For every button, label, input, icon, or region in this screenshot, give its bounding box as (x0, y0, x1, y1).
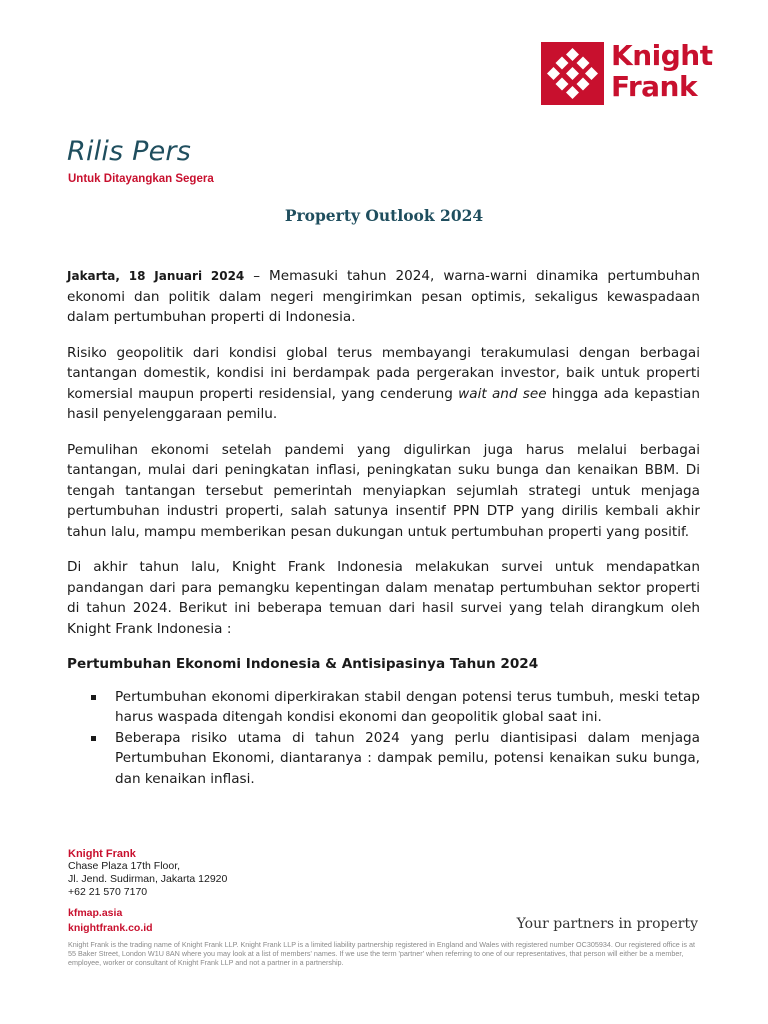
footer-address-line1: Chase Plaza 17th Floor, (68, 860, 181, 872)
square-bullet-icon (91, 736, 96, 741)
footer-links (68, 906, 153, 936)
list-item-text: Pertumbuhan ekonomi diperkirakan stabil dengan potensi terus tumbuh, meski tetap harus waspada ditengah kondisi ekonomi dan geopolitik global saat ini. (115, 688, 700, 725)
bullet-list (67, 687, 700, 790)
paragraph-geopolitics (67, 343, 700, 425)
footer-address-line2: Jl. Jend. Sudirman, Jakarta 12920 (68, 872, 228, 885)
dateline-separator: – (244, 268, 269, 284)
document-title: Property Outlook 2024 (284, 206, 484, 225)
footer-address (68, 860, 227, 898)
footer-phone: +62 21 570 7170 (68, 885, 148, 898)
press-release-label: Rilis Pers (67, 136, 191, 167)
dateline: Jakarta, 18 Januari 2024 (67, 269, 245, 283)
logo-wordmark-line1: Knight (611, 39, 713, 72)
release-subtitle: Untuk Ditayangkan Segera (68, 173, 214, 185)
footer-company-name: Knight Frank (68, 848, 136, 860)
paragraph-intro (67, 266, 700, 328)
paragraph-recovery: Pemulihan ekonomi setelah pandemi yang digulirkan juga harus melalui berbagai tantangan, mulai dari peningkatan inflasi, peningkatan suku bunga dan kenaikan BBM. Di tengah tantangan tersebut pemerintah menyiapkan sejumlah strategi untuk menjaga pertumbuhan industri properti, salah satunya insentif PPN DTP yang dirilis kembali akhir tahun lalu, mampu memberikan pesan dukungan untuk pertumbuhan properti yang positif. (67, 441, 700, 540)
list-item (67, 728, 700, 790)
footer-link-kfmap[interactable]: kfmap.asia (68, 907, 123, 919)
paragraph-geopolitics-emphasis: wait and see (458, 385, 547, 402)
logo-wordmark-line2: Frank (611, 70, 698, 103)
paragraph-intro-text: Memasuki tahun 2024, warna-warni dinamika pertumbuhan ekonomi dan politik dalam negeri mengirimkan pesan optimis, sekaligus kewaspadaan dalam pertumbuhan properti di Indonesia. (67, 268, 700, 325)
list-item-text: Beberapa risiko utama di tahun 2024 yang perlu diantisipasi dalam menjaga Pertumbuhan Ekonomi, diantaranya : dampak pemilu, potensi kenaikan suku bunga, dan kenaikan inflasi. (115, 729, 700, 787)
document-body (67, 266, 700, 789)
footer-link-website[interactable]: knightfrank.co.id (68, 922, 153, 934)
footer-tagline: Your partners in property (516, 916, 698, 932)
paragraph-geopolitics-text-b: hingga ada kepastian hasil penyelenggaraan pemilu. (67, 385, 700, 422)
knight-frank-logo-mark-icon (541, 42, 604, 105)
paragraph-geopolitics-text-a: Risiko geopolitik dari kondisi global terus membayangi terakumulasi dengan berbagai tantangan domestik, kondisi ini berdampak pada pergerakan investor, baik untuk properti komersial maupun properti residensial, yang cenderung (67, 344, 700, 402)
square-bullet-icon (91, 695, 96, 700)
logo-wordmark (611, 40, 713, 102)
section-heading: Pertumbuhan Ekonomi Indonesia & Antisipasinya Tahun 2024 (67, 656, 539, 672)
list-item (67, 687, 700, 728)
legal-disclaimer: Knight Frank is the trading name of Knight Frank LLP. Knight Frank LLP is a limited liability partnership registered in England and Wales with registered number OC305934. Our registered office is at 55 Baker Street, London W1U 8AN where you may look at a list of members' names. If we use the term 'partner' when referring to one of our representatives, that person will either be a member, employee, worker or consultant of Knight Frank LLP and not a partner in a partnership. (68, 940, 695, 967)
knight-frank-logo (541, 39, 713, 106)
paragraph-survey: Di akhir tahun lalu, Knight Frank Indonesia melakukan survei untuk mendapatkan pandangan dari para pemangku kepentingan dalam menatap pertumbuhan sektor properti di tahun 2024. Berikut ini beberapa temuan dari hasil survei yang telah dirangkum oleh Knight Frank Indonesia : (67, 559, 700, 637)
